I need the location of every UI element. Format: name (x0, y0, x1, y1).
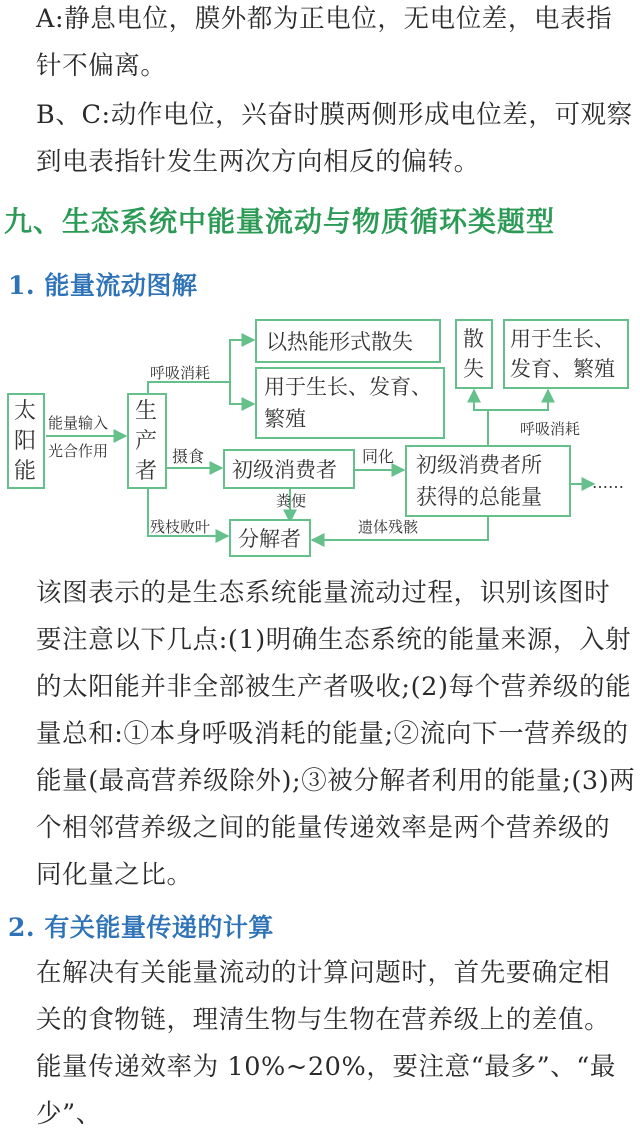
growth2-label-2: 发育、繁殖 (510, 357, 615, 381)
assimilate-label: 同化 (362, 447, 395, 466)
subheading-number-2: 2. (8, 913, 36, 942)
dissipate-label-1: 散 (463, 327, 484, 351)
subheading-title: 能量流动图解 (44, 271, 198, 300)
dissipate-label-2: 失 (463, 357, 484, 381)
section-heading: 九、生态系统中能量流动与物质循环类题型 (4, 205, 556, 238)
paragraph-action-potential: B、C:动作电位，兴奋时膜两侧形成电位差，可观察到电表指针发生两次方向相反的偏转。 (36, 100, 633, 177)
paragraph-calculation: 在解决有关能量流动的计算问题时，首先要确定相关的食物链，理清生物与生物在营养级上的差值。能量传递效率为 10%~20%，要注意“最多”、“最少”、 (36, 958, 617, 1129)
producer-label-1: 生 (135, 399, 158, 424)
ingest-label: 摄食 (172, 447, 205, 466)
litter-label: 残枝败叶 (150, 518, 211, 536)
photosynthesis-label: 光合作用 (48, 442, 109, 460)
ellipsis-label: …… (592, 473, 624, 492)
decomposer-label: 分解者 (238, 527, 301, 551)
respiration-label-right: 呼吸消耗 (520, 420, 581, 438)
growth2-label-1: 用于生长、 (510, 327, 615, 351)
primary-total-label-2: 获得的总能量 (416, 485, 542, 509)
subheading-energy-flow (8, 266, 197, 302)
producer-label-2: 产 (135, 429, 158, 454)
growth-label-1: 用于生长、发育、 (264, 375, 432, 399)
subheading-title-2: 有关能量传递的计算 (44, 913, 274, 942)
respiration-label-top: 呼吸消耗 (150, 364, 211, 382)
subheading-number: 1. (8, 271, 36, 300)
sun-label-3: 能 (14, 459, 37, 484)
producer-growth-arrow (230, 382, 254, 404)
right-growth-arrow (488, 390, 548, 410)
energy-flow-diagram (0, 310, 640, 560)
feces-label: 粪便 (276, 492, 307, 510)
heat-loss-label: 以热能形式散失 (266, 330, 413, 354)
sun-label-1: 太 (14, 399, 37, 424)
growth-label-2: 繁殖 (264, 407, 306, 431)
primary-total-label-1: 初级消费者所 (416, 453, 542, 477)
right-respiration-arrow (474, 390, 488, 446)
paragraph-resting-potential: A:静息电位，膜外都为正电位，无电位差，电表指针不偏离。 (36, 4, 613, 81)
primary-consumer-label: 初级消费者 (232, 458, 337, 482)
producer-label-3: 者 (135, 459, 158, 484)
paragraph-explanation: 该图表示的是生态系统能量流动过程，识别该图时要注意以下几点:(1)明确生态系统的能量来源，入射的太阳能并非全部被生产者吸收;(2)每个营养级的能量总和:①本身呼吸消耗的能量;②流向下一营养级的能量(最高营养级除外);③被分解者利用的能量;(3)两个相邻营养级之间的能量传递效率是两个营养级的同化量之比。 (36, 578, 636, 890)
energy-input-label: 能量输入 (48, 414, 109, 432)
subheading-energy-calc (8, 908, 274, 944)
sun-label-2: 阳 (14, 429, 37, 454)
remains-label: 遗体残骸 (358, 518, 419, 536)
